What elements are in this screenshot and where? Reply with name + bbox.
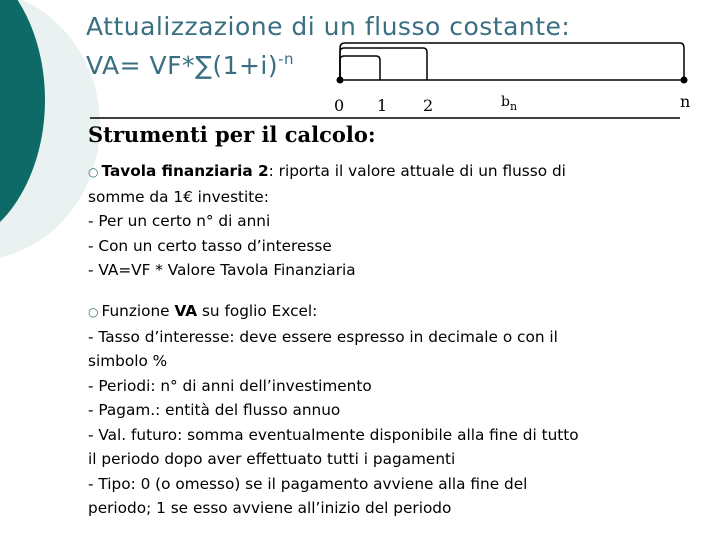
tavola-text: : riporta il valore attuale di un flusso di (268, 162, 566, 180)
timeline-label-0: 0 (334, 96, 345, 115)
timeline-point-n (681, 77, 688, 84)
arc-1 (340, 56, 380, 80)
excel-item: - Tipo: 0 (o omesso) se il pagamento avviene alla fine del (88, 474, 528, 493)
bullet-icon: ○ (88, 165, 99, 179)
tavola-bold: Tavola finanziaria 2 (101, 162, 269, 180)
excel-text-post: su foglio Excel: (197, 302, 318, 320)
excel-item: il periodo dopo aver effettuato tutti i pagamenti (88, 450, 456, 468)
tavola-item: - VA=VF * Valore Tavola Finanziaria (88, 261, 356, 279)
formula-exponent: -n (278, 50, 295, 68)
timeline-label-bn (501, 94, 517, 113)
section-excel (88, 299, 688, 521)
timeline-point-0 (337, 77, 344, 84)
excel-item: periodo; 1 se esso avviene all’inizio del periodo (88, 499, 452, 517)
timeline-label-1: 1 (377, 96, 388, 115)
timeline-label-n: n (680, 92, 691, 111)
timeline-label-b: b (501, 94, 510, 110)
section-tavola (88, 159, 688, 283)
tavola-item: - Per un certo n° di anni (88, 212, 271, 230)
excel-item: - Val. futuro: somma eventualmente disponibile alla fine di tutto (88, 425, 579, 444)
excel-item: - Pagam.: entità del flusso annuo (88, 401, 341, 419)
tavola-intro-cont: somme da 1€ investite: (88, 187, 269, 206)
slide-title-line1: Attualizzazione di un flusso costante: (86, 12, 571, 41)
timeline-label-sub: n (509, 99, 518, 113)
excel-intro (88, 299, 688, 325)
section-heading: Strumenti per il calcolo: (88, 122, 376, 147)
excel-item: - Periodi: n° di anni dell’investimento (88, 376, 372, 395)
excel-bold: VA (174, 302, 198, 320)
timeline-diagram (0, 0, 720, 130)
formula-text: VA= VF*∑(1+i) (86, 51, 279, 80)
tavola-intro (88, 159, 688, 185)
excel-item: - Tasso d’interesse: deve essere espresso in decimale o con il (88, 327, 558, 346)
arc-2 (340, 48, 427, 80)
tavola-item: - Con un certo tasso d’interesse (88, 236, 332, 255)
bullet-icon: ○ (88, 305, 99, 319)
excel-text-pre: Funzione (101, 302, 175, 320)
excel-item: simbolo % (88, 352, 168, 370)
timeline-label-2: 2 (423, 96, 434, 115)
